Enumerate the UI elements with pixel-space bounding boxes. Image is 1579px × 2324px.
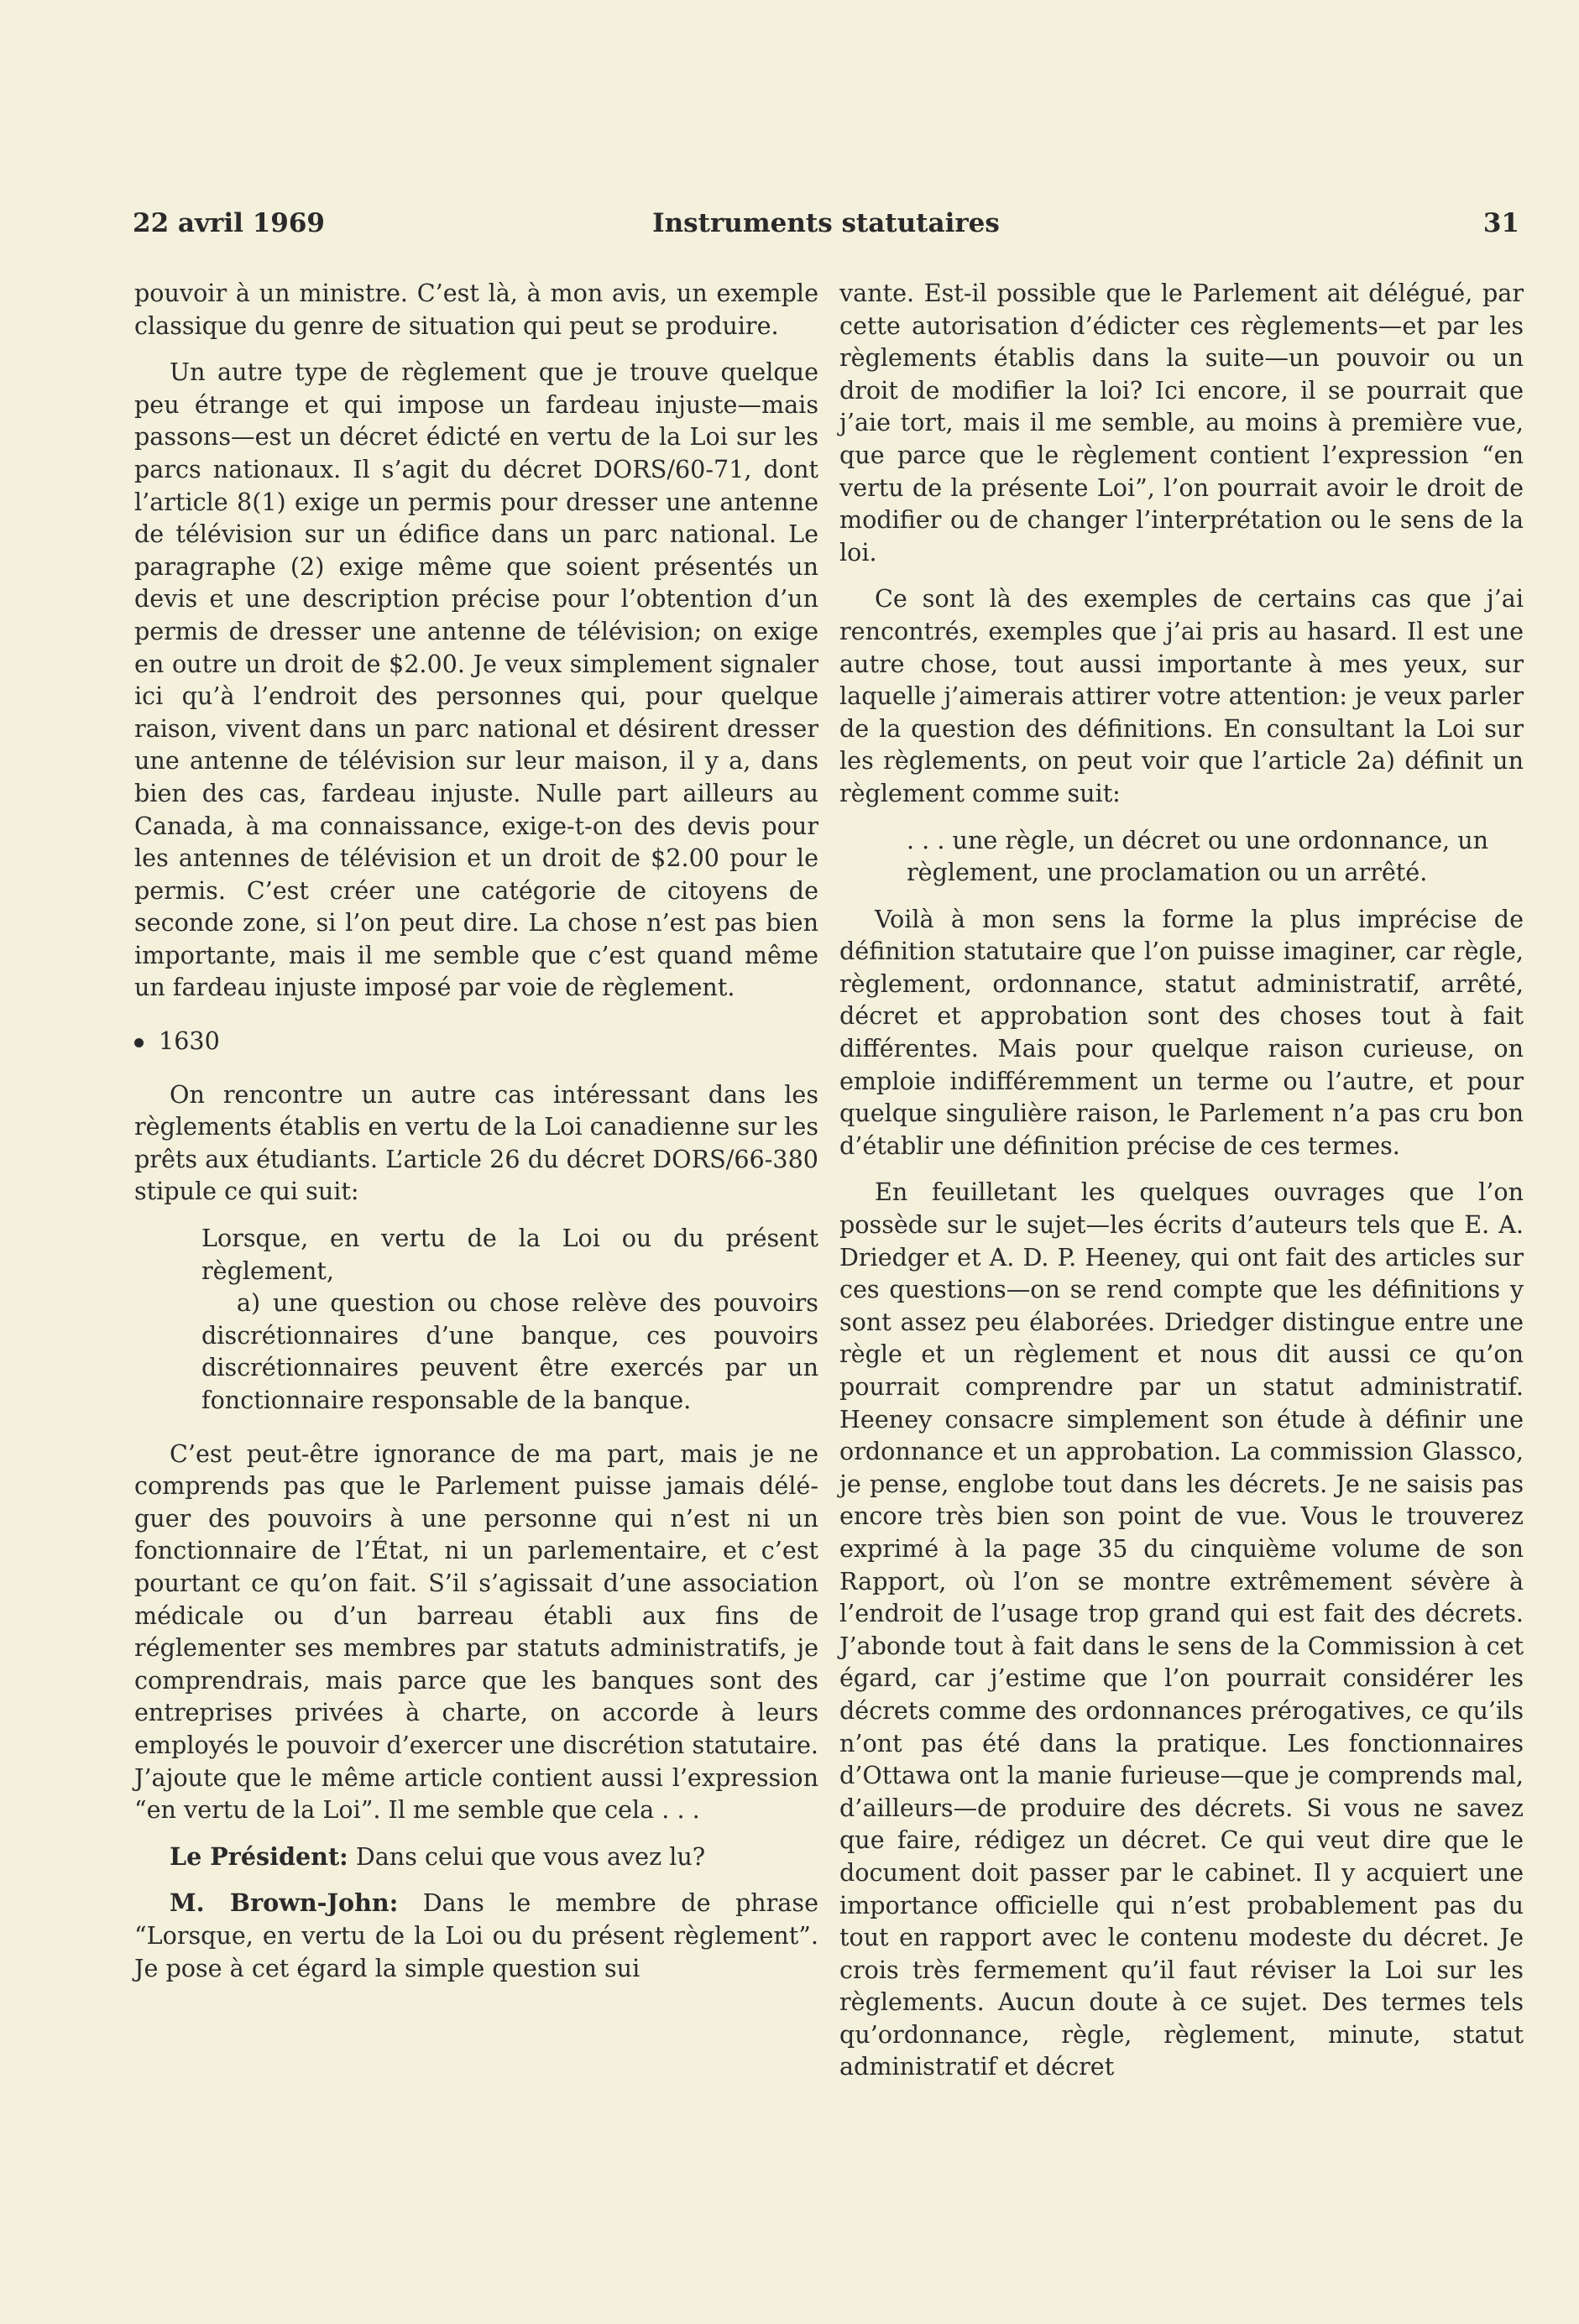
- speech-paragraph: [134, 1887, 818, 1984]
- paragraph: En feuilletant les quelques ouvrages que l’on possède sur le sujet—les écrits d’auteurs tels que E. A. Driedger et A. D. P. Heeney, qui ont fait des articles sur ces questions—on se rend compte que les définitions y sont assez peu élaborées. Driedger distingue entre une règle et un règlement et nous dit aussi ce qu’on pourrait comprendre par un statut administratif. Heeney consacre simplement son étude à définir une ordonnance et un approbation. La commission Glassco, je pense, englobe tout dans les décrets. Je ne saisis pas encore très bien son point de vue. Vous le trouverez exprimé à la page 35 du cinquième volume de son Rapport, où l’on se montre extrêmement sévère à l’endroit de l’usage trop grand qui est fait des décrets. J’abonde tout à fait dans le sens de la Commission à cet égard, car j’estime que l’on pourrait considérer les décrets comme des ordonnances prérogatives, ce qu’ils n’ont pas été dans la pratique. Les fonctionnaires d’Ottawa ont la manie furieuse—que je comprends mal, d’ailleurs—de produire des décrets. Si vous ne savez que faire, rédigez un décret. Ce qui veut dire que le document doit passer par le cabinet. Il y acquiert une importance officielle qui n’est probablement pas du tout en rapport avec le contenu modeste du décret. Je crois très fermement qu’il faut réviser la Loi sur les règlements. Aucun doute à ce sujet. Des termes tels qu’ordonnance, règle, règlement, minute, statut administratif et décret: [839, 1178, 1524, 2081]
- block-quote: . . . une règle, un décret ou une ordonnance, un règlement, une proclamation ou un arrêté.: [907, 825, 1489, 887]
- speech-text: Dans le membre de phrase “Lorsque, en vertu de la Loi ou du présent règlement”. Je pose à cet égard la simple question sui: [134, 1888, 818, 1982]
- speech-text: Dans celui que vous avez lu?: [355, 1841, 706, 1871]
- block-quote-intro: Lorsque, en vertu de la Loi ou du présent règlement,: [201, 1224, 818, 1285]
- bullet-icon: [134, 1038, 144, 1047]
- left-column: [134, 277, 818, 1998]
- page-number: 31: [1482, 208, 1519, 238]
- header-date: 22 avril 1969: [133, 208, 325, 238]
- speaker-name: M. Brown-John:: [170, 1888, 399, 1918]
- running-header: [133, 208, 1519, 242]
- header-title: Instruments statutaires: [652, 208, 1000, 238]
- paragraph: Un autre type de règlement que je trouve quelque peu étrange et qui impose un fardeau injuste—mais passons—est un décret édicté en vertu de la Loi sur les parcs nationaux. Il s’agit du décret DORS/60-71, dont l’article 8(1) exige un permis pour dresser une antenne de télévision sur un édifice dans un parc national. Le paragraphe (2) exige même que soient présentés un devis et une description précise pour l’obtention d’un permis de dresser une antenne de télévision; on exige en outre un droit de $2.00. Je veux simplement signaler ici qu’à l’endroit des personnes qui, pour quelque raison, vivent dans un parc national et désirent dresser une antenne de télévision sur leur maison, il y a, dans bien des cas, fardeau injuste. Nulle part ailleurs au Canada, à ma connaissance, exige-t-on des devis pour les antennes de télévision et un droit de $2.00 pour le permis. C’est créer une catégorie de citoyens de seconde zone, si l’on peut dire. La chose n’est pas bien importante, mais il me semble que c’est quand même un fardeau injuste imposé par voie de règlement.: [134, 358, 818, 1002]
- paragraph: Ce sont là des exemples de certains cas que j’ai rencontrés, exemples que j’ai pris au hasard. Il est une autre chose, tout aussi importante à mes yeux, sur laquelle j’aimerais attirer votre attention: je veux parler de la question des définitions. En consultant la Loi sur les règlements, on peut voir que l’article 2a) définit un règlement comme suit:: [839, 584, 1524, 807]
- paragraph: C’est peut-être ignorance de ma part, mais je ne comprends pas que le Parlement puisse jamais déléguer des pouvoirs à une personne qui n’est ni un fonctionnaire de l’État, ni un parlementaire, et c’est pourtant ce qu’on fait. S’il s’agissait d’une association médicale ou d’un barreau établi aux fins de réglementer ses membres par statuts administratifs, je comprendrais, mais parce que les banques sont des entreprises privées à charte, on accorde à leurs employés le pouvoir d’exercer une discrétion statutaire. J’ajoute que le même article contient aussi l’expression “en vertu de la Loi”. Il me semble que cela . . .: [134, 1439, 818, 1825]
- timestamp-marker: [134, 1025, 818, 1058]
- paragraph: vante. Est-il possible que le Parlement ait délégué, par cette autorisation d’édicter ces règlements—et par les règlements établis dans la suite—un pouvoir ou un droit de modifier la loi? Ici encore, il se pourrait que j’aie tort, mais il me semble, au moins à première vue, que parce que le règlement contient l’expression “en vertu de la présente Loi”, l’on pourrait avoir le droit de modifier ou de changer l’interprétation ou le sens de la loi.: [839, 279, 1524, 567]
- block-quote-item: a) une question ou chose relève des pouvoirs discrétionnaires d’une banque, ces pouvoirs discrétionnaires peuvent être exercés par un fonctionnaire responsable de la banque.: [201, 1288, 818, 1414]
- right-column: [839, 277, 1524, 2097]
- timestamp: 1630: [159, 1026, 220, 1056]
- speech-paragraph: [134, 1841, 818, 1873]
- speaker-name: Le Président:: [170, 1841, 348, 1871]
- paragraph: pouvoir à un ministre. C’est là, à mon avis, un exemple classique du genre de situation qui peut se produire.: [134, 279, 818, 340]
- paragraph: Voilà à mon sens la forme la plus imprécise de définition statutaire que l’on puisse imaginer, car règle, règlement, ordonnance, statut administratif, arrêté, décret et approbation sont des choses tout à fait différentes. Mais pour quelque raison curieuse, on emploie indifféremment un terme ou l’autre, et pour quelque singulière raison, le Parlement n’a pas cru bon d’établir une définition précise de ces termes.: [839, 904, 1524, 1160]
- paragraph: On rencontre un autre cas intéressant dans les règlements établis en vertu de la Loi canadienne sur les prêts aux étudiants. L’article 26 du décret DORS/66-380 stipule ce qui suit:: [134, 1079, 819, 1206]
